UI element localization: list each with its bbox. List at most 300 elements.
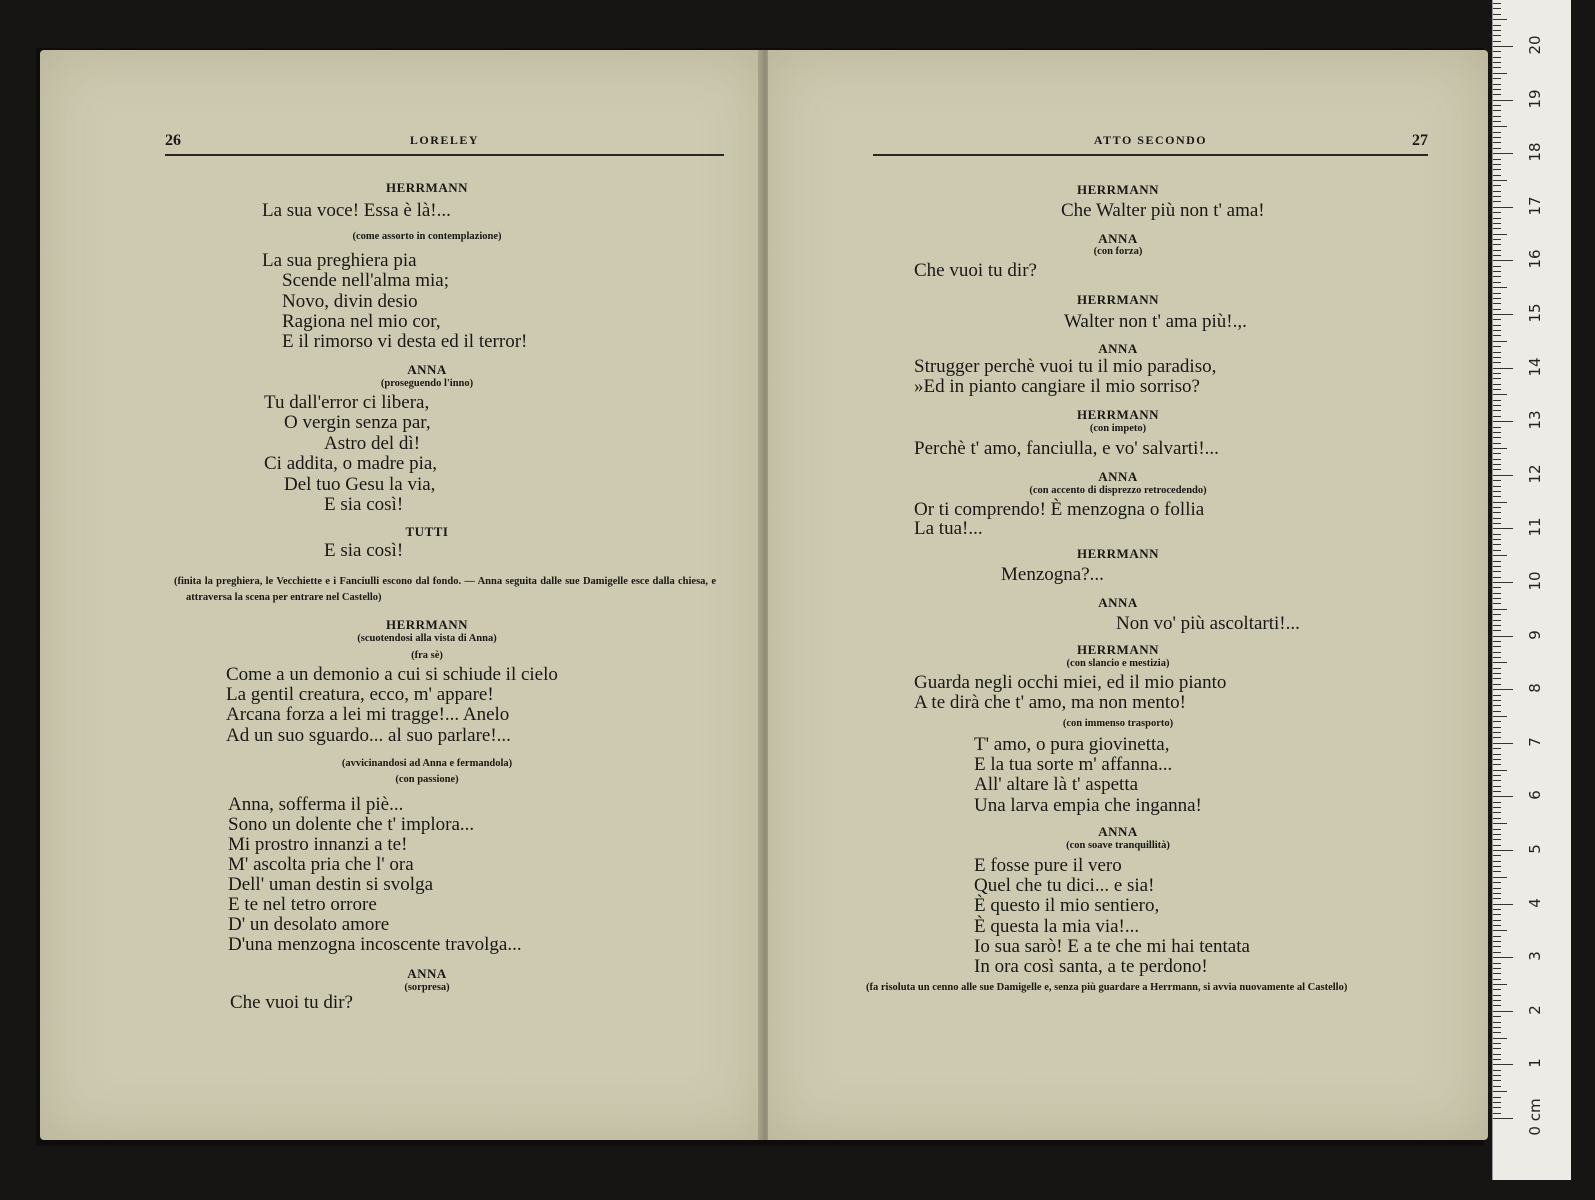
ruler-tick: [1493, 228, 1501, 229]
ruler-tick: [1493, 1043, 1501, 1044]
ruler-tick: [1493, 416, 1501, 417]
ruler-tick: [1493, 459, 1501, 460]
ruler-tick: [1493, 201, 1501, 202]
ruler-tick: [1493, 577, 1501, 578]
verse-line: E te nel tetro orrore: [228, 894, 377, 915]
ruler-tick: [1493, 668, 1501, 669]
stage-direction: (con passione): [395, 774, 459, 785]
ruler-tick: [1493, 1059, 1501, 1060]
stage-direction: (con impeto): [1089, 423, 1147, 434]
ruler-tick: [1493, 968, 1501, 969]
ruler-tick: [1493, 142, 1501, 143]
speaker-name: ANNA: [407, 966, 447, 981]
ruler-tick: [1493, 866, 1501, 867]
ruler-tick: [1493, 952, 1501, 953]
stage-direction: (con slancio e mestizia): [1066, 658, 1170, 669]
ruler-label: 11: [1526, 517, 1544, 537]
verse-line: A te dirà che t' amo, ma non mento!: [914, 692, 1186, 713]
verse-line: Dell' uman destin si svolga: [228, 874, 434, 895]
ruler-tick: [1493, 555, 1507, 556]
ruler-tick: [1493, 309, 1501, 310]
ruler-tick: [1493, 335, 1501, 336]
ruler-tick: [1493, 641, 1501, 642]
ruler-tick: [1493, 898, 1501, 899]
ruler-tick: [1493, 105, 1501, 106]
ruler-tick: [1493, 475, 1513, 476]
ruler-tick: [1493, 727, 1501, 728]
ruler-tick: [1493, 925, 1501, 926]
left-page-header: [165, 130, 724, 156]
ruler-tick: [1493, 19, 1507, 20]
ruler-tick: [1493, 716, 1507, 717]
verse-line: La sua preghiera pia: [262, 250, 417, 271]
speaker-name: HERRMANN: [1077, 546, 1159, 561]
ruler-tick: [1493, 893, 1501, 894]
ruler-tick: [1493, 400, 1501, 401]
verse-line: D'una menzogna incoscente travolga...: [228, 934, 522, 955]
verse-line: Io sua sarò! E a te che mi hai tentata: [974, 935, 1250, 957]
ruler-tick: [1493, 1070, 1501, 1071]
ruler-tick: [1493, 936, 1501, 937]
ruler-tick: [1493, 657, 1501, 658]
ruler-label: 18: [1526, 142, 1544, 162]
verse-line: Che vuoi tu dir?: [230, 992, 353, 1013]
ruler-tick: [1493, 341, 1507, 342]
ruler-tick: [1493, 678, 1501, 679]
verse-line: T' amo, o pura giovinetta,: [974, 734, 1170, 755]
ruler-tick: [1493, 754, 1501, 755]
ruler-tick: [1493, 469, 1501, 470]
ruler-tick: [1493, 368, 1513, 369]
ruler-tick: [1493, 796, 1513, 797]
ruler-tick: [1493, 587, 1501, 588]
ruler-tick: [1493, 1102, 1501, 1103]
ruler-tick: [1493, 480, 1501, 481]
verse-line: Novo, divin desio: [282, 290, 418, 312]
ruler-tick: [1493, 764, 1501, 765]
ruler-tick: [1493, 57, 1501, 58]
ruler-tick: [1493, 882, 1501, 883]
ruler-tick: [1493, 780, 1501, 781]
ruler-tick: [1493, 94, 1501, 95]
ruler-tick: [1493, 1086, 1501, 1087]
ruler-tick: [1493, 1075, 1501, 1076]
right-page-header: [873, 130, 1428, 156]
ruler-tick: [1493, 314, 1513, 315]
ruler-label: 10: [1526, 571, 1544, 591]
ruler-tick: [1493, 855, 1501, 856]
ruler-tick: [1493, 132, 1501, 133]
verse-line: M' ascolta pria che l' ora: [228, 854, 414, 875]
verse-line: E la tua sorte m' affanna...: [974, 754, 1173, 776]
measuring-ruler: [1492, 0, 1571, 1180]
ruler-tick: [1493, 62, 1501, 63]
ruler-tick: [1493, 405, 1501, 406]
ruler-tick: [1493, 271, 1501, 272]
ruler-tick: [1493, 593, 1501, 594]
verse-line: Scende nell'alma mia;: [282, 270, 449, 292]
ruler-tick: [1493, 544, 1501, 545]
ruler-tick: [1493, 695, 1501, 696]
ruler-tick: [1493, 523, 1501, 524]
verse-line: Perchè t' amo, fanciulla, e vo' salvarti!...: [914, 438, 1219, 459]
ruler-tick: [1493, 689, 1513, 690]
ruler-label: 15: [1526, 303, 1544, 323]
stage-direction: (finita la preghiera, le Vecchiette e i Fanciulli escono dal fondo. — Anna seguita dalle sue Damigelle esce dalla chiesa, e attraversa la scena per entrare nel Castello): [174, 576, 716, 603]
verse-line: D' un desolato amore: [228, 914, 390, 935]
ruler-tick: [1493, 812, 1501, 813]
ruler-tick: [1493, 293, 1501, 294]
ruler-tick: [1493, 946, 1501, 947]
ruler-tick: [1493, 218, 1501, 219]
ruler-tick: [1493, 148, 1501, 149]
verse-line: In ora così santa, a te perdono!: [974, 956, 1208, 977]
ruler-tick: [1493, 995, 1501, 996]
ruler-tick: [1493, 330, 1501, 331]
ruler-tick: [1493, 196, 1501, 197]
ruler-tick: [1493, 1016, 1501, 1017]
verse-line: E sia così!: [324, 494, 404, 515]
ruler-tick: [1493, 582, 1513, 583]
ruler-tick: [1493, 737, 1501, 738]
ruler-tick: [1493, 100, 1513, 101]
ruler-tick: [1493, 175, 1501, 176]
ruler-tick: [1493, 507, 1501, 508]
stage-direction: (con forza): [1093, 246, 1143, 257]
right-page-number: 27: [1412, 132, 1428, 149]
stage-direction: (come assorto in contemplazione): [352, 231, 502, 242]
ruler-tick: [1493, 957, 1513, 958]
ruler-tick: [1493, 630, 1501, 631]
ruler-tick: [1493, 164, 1501, 165]
ruler-label: 16: [1526, 249, 1544, 269]
ruler-tick: [1493, 298, 1501, 299]
ruler-label: 17: [1526, 196, 1544, 216]
ruler-tick: [1493, 528, 1513, 529]
speaker-name: ANNA: [1098, 231, 1138, 246]
speaker-name: HERRMANN: [1077, 182, 1159, 197]
ruler-tick: [1493, 153, 1513, 154]
ruler-tick: [1493, 464, 1501, 465]
ruler-tick: [1493, 839, 1501, 840]
ruler-tick: [1493, 845, 1501, 846]
verse-line: O vergin senza par,: [284, 412, 431, 434]
ruler-tick: [1493, 432, 1501, 433]
ruler-tick: [1493, 41, 1501, 42]
ruler-tick: [1493, 126, 1507, 127]
ruler-tick: [1493, 169, 1501, 170]
speaker-name: ANNA: [407, 362, 447, 377]
ruler-tick: [1493, 614, 1501, 615]
verse-line: Astro del dì!: [324, 432, 421, 454]
ruler-tick: [1493, 121, 1501, 122]
speaker-name: ANNA: [1098, 341, 1138, 356]
stage-direction: (proseguendo l'inno): [380, 378, 474, 389]
verse-line: Sono un dolente che t' implora...: [228, 814, 475, 835]
ruler-tick: [1493, 1118, 1513, 1119]
ruler-tick: [1493, 834, 1501, 835]
ruler-tick: [1493, 775, 1501, 776]
ruler-label: 5: [1526, 844, 1544, 854]
ruler-tick: [1493, 979, 1501, 980]
ruler-tick: [1493, 1080, 1501, 1081]
ruler-tick: [1493, 287, 1507, 288]
ruler-tick: [1493, 711, 1501, 712]
ruler-tick: [1493, 239, 1501, 240]
ruler-tick: [1493, 486, 1501, 487]
ruler-tick: [1493, 3, 1501, 4]
ruler-tick: [1493, 352, 1501, 353]
ruler-tick: [1493, 212, 1501, 213]
ruler-tick: [1493, 850, 1513, 851]
ruler-tick: [1493, 518, 1501, 519]
verse-line: Or ti comprendo! È menzogna o follia: [914, 499, 1205, 520]
ruler-tick: [1493, 250, 1501, 251]
verse-line: All' altare là t' aspetta: [974, 774, 1139, 796]
ruler-tick: [1493, 625, 1501, 626]
verse-line: E fosse pure il vero: [974, 855, 1122, 876]
ruler-tick: [1493, 807, 1501, 808]
ruler-tick: [1493, 888, 1501, 889]
ruler-tick: [1493, 829, 1501, 830]
ruler-tick: [1493, 904, 1513, 905]
verse-line: E il rimorso vi desta ed il terror!: [282, 331, 528, 353]
stage-direction: (avvicinandosi ad Anna e fermandola): [341, 758, 513, 769]
verse-line: E sia così!: [324, 540, 404, 561]
ruler-tick: [1493, 35, 1501, 36]
speaker-name: HERRMANN: [386, 180, 468, 195]
ruler-label: 12: [1526, 464, 1544, 484]
ruler-tick: [1493, 1107, 1501, 1108]
ruler-tick: [1493, 930, 1507, 931]
ruler-tick: [1493, 802, 1501, 803]
ruler-tick: [1493, 1048, 1501, 1049]
ruler-tick: [1493, 384, 1501, 385]
ruler-tick: [1493, 1005, 1501, 1006]
ruler-tick: [1493, 673, 1501, 674]
ruler-tick: [1493, 705, 1501, 706]
ruler-tick: [1493, 185, 1501, 186]
ruler-label: 0 cm: [1526, 1098, 1544, 1136]
ruler-tick: [1493, 877, 1507, 878]
ruler-tick: [1493, 389, 1501, 390]
ruler-label: 20: [1526, 35, 1544, 55]
speaker-name: TUTTI: [405, 524, 449, 539]
ruler-tick: [1493, 550, 1501, 551]
verse-line: Che Walter più non t' ama!: [1061, 200, 1265, 221]
ruler-tick: [1493, 346, 1501, 347]
ruler-tick: [1493, 357, 1501, 358]
ruler-tick: [1493, 137, 1501, 138]
ruler-tick: [1493, 502, 1507, 503]
left-page-number: 26: [165, 132, 181, 149]
ruler-tick: [1493, 818, 1501, 819]
ruler-tick: [1493, 662, 1507, 663]
ruler-tick: [1493, 116, 1501, 117]
ruler-tick: [1493, 973, 1501, 974]
verse-line: Del tuo Gesu la via,: [284, 473, 436, 495]
speaker-name: ANNA: [1098, 469, 1138, 484]
left-running-head: LORELEY: [409, 133, 480, 147]
ruler-tick: [1493, 1032, 1501, 1033]
ruler-tick: [1493, 539, 1501, 540]
ruler-tick: [1493, 732, 1501, 733]
ruler-tick: [1493, 159, 1501, 160]
verse-line: Non vo' più ascoltarti!...: [1116, 613, 1300, 634]
ruler-tick: [1493, 51, 1501, 52]
ruler-tick: [1493, 512, 1501, 513]
ruler-tick: [1493, 534, 1501, 535]
speaker-name: HERRMANN: [386, 617, 468, 632]
ruler-tick: [1493, 30, 1501, 31]
ruler-tick: [1493, 770, 1507, 771]
ruler-tick: [1493, 1022, 1501, 1023]
ruler-label: 1: [1526, 1058, 1544, 1069]
ruler-label: 6: [1526, 790, 1544, 801]
ruler-tick: [1493, 941, 1501, 942]
verse-line: Walter non t' ama più!.,.: [1064, 311, 1247, 332]
ruler-tick: [1493, 1064, 1513, 1065]
ruler-tick: [1493, 646, 1501, 647]
ruler-tick: [1493, 823, 1507, 824]
ruler-tick: [1493, 276, 1501, 277]
ruler-tick: [1493, 491, 1501, 492]
ruler-tick: [1493, 791, 1501, 792]
ruler-tick: [1493, 244, 1501, 245]
verse-line: Ci addita, o madre pia,: [264, 453, 438, 475]
ruler-tick: [1493, 1054, 1501, 1055]
speaker-name: HERRMANN: [1077, 407, 1159, 422]
ruler-tick: [1493, 453, 1501, 454]
speaker-name: ANNA: [1098, 595, 1138, 610]
ruler-tick: [1493, 110, 1501, 111]
ruler-label: 13: [1526, 410, 1544, 430]
ruler-tick: [1493, 984, 1507, 985]
ruler-tick: [1493, 759, 1501, 760]
ruler-tick: [1493, 427, 1501, 428]
ruler-tick: [1493, 373, 1501, 374]
ruler-label: 2: [1526, 1005, 1544, 1015]
ruler-tick: [1493, 260, 1513, 261]
ruler-tick: [1493, 73, 1507, 74]
ruler-tick: [1493, 319, 1501, 320]
ruler-tick: [1493, 89, 1501, 90]
ruler-tick: [1493, 914, 1501, 915]
stage-direction: (scuotendosi alla vista di Anna): [357, 633, 497, 644]
verse-line: Ad un suo sguardo... al suo parlare!...: [226, 724, 511, 746]
verse-line: Strugger perchè vuoi tu il mio paradiso,: [914, 356, 1217, 377]
stage-direction: (con accento di disprezzo retrocedendo): [1029, 485, 1207, 496]
ruler-tick: [1493, 1011, 1513, 1012]
ruler-tick: [1493, 303, 1501, 304]
verse-line: »Ed in pianto cangiare il mio sorriso?: [914, 376, 1200, 397]
ruler-tick: [1493, 325, 1501, 326]
ruler-tick: [1493, 255, 1501, 256]
verse-line: Arcana forza a lei mi tragge!... Anelo: [226, 704, 510, 726]
ruler-tick: [1493, 448, 1507, 449]
ruler-tick: [1493, 8, 1501, 9]
ruler-tick: [1493, 571, 1501, 572]
ruler-tick: [1493, 421, 1513, 422]
verse-line: La sua voce! Essa è là!...: [262, 200, 451, 221]
verse-line: Come a un demonio a cui si schiude il cielo: [226, 664, 558, 685]
ruler-tick: [1493, 207, 1513, 208]
ruler-tick: [1493, 871, 1501, 872]
verse-line: Che vuoi tu dir?: [914, 260, 1037, 281]
verse-line: Guarda negli occhi miei, ed il mio pianto: [914, 672, 1227, 693]
ruler-tick: [1493, 743, 1513, 744]
ruler-tick: [1493, 234, 1507, 235]
ruler-tick: [1493, 989, 1501, 990]
ruler-tick: [1493, 1113, 1501, 1114]
ruler-tick: [1493, 684, 1501, 685]
ruler-tick: [1493, 223, 1501, 224]
ruler-tick: [1493, 443, 1501, 444]
speaker-name: HERRMANN: [1077, 642, 1159, 657]
verse-line: Ragiona nel mio cor,: [282, 310, 441, 332]
ruler-tick: [1493, 394, 1507, 395]
ruler-label: 9: [1526, 629, 1544, 640]
ruler-tick: [1493, 561, 1501, 562]
verse-line: Mi prostro innanzi a te!: [228, 834, 408, 855]
ruler-tick: [1493, 496, 1501, 497]
ruler-tick: [1493, 362, 1501, 363]
ruler-tick: [1493, 191, 1501, 192]
ruler-tick: [1493, 1097, 1501, 1098]
right-page: [768, 50, 1488, 1140]
ruler-label: 4: [1526, 897, 1544, 908]
ruler-tick: [1493, 909, 1501, 910]
ruler-tick: [1493, 786, 1501, 787]
verse-line: La tua!...: [914, 518, 983, 539]
ruler-tick: [1493, 700, 1501, 701]
ruler-tick: [1493, 46, 1513, 47]
ruler-tick: [1493, 603, 1501, 604]
verse-line: Una larva empia che inganna!: [974, 794, 1202, 816]
ruler-tick: [1493, 84, 1501, 85]
ruler-tick: [1493, 598, 1501, 599]
right-running-head: ATTO SECONDO: [1093, 133, 1208, 147]
ruler-tick: [1493, 1038, 1507, 1039]
ruler-tick: [1493, 67, 1501, 68]
ruler-tick: [1493, 652, 1501, 653]
left-page: [40, 50, 764, 1140]
ruler-tick: [1493, 963, 1501, 964]
ruler-tick: [1493, 748, 1501, 749]
ruler-label: 19: [1526, 89, 1544, 109]
ruler-label: 8: [1526, 683, 1544, 693]
verse-line: Quel che tu dici... e sia!: [974, 875, 1155, 897]
ruler-tick: [1493, 1091, 1507, 1092]
verse-line: Anna, sofferma il piè...: [228, 794, 404, 815]
ruler-tick: [1493, 14, 1501, 15]
ruler-label: 14: [1526, 357, 1544, 377]
verse-line: La gentil creatura, ecco, m' appare!: [226, 684, 494, 706]
ruler-tick: [1493, 378, 1501, 379]
ruler-tick: [1493, 282, 1501, 283]
ruler-tick: [1493, 1027, 1501, 1028]
ruler-tick: [1493, 566, 1501, 567]
ruler-tick: [1493, 620, 1501, 621]
speaker-name: ANNA: [1098, 824, 1138, 839]
verse-line: Menzogna?...: [1001, 564, 1104, 585]
stage-direction: (con immenso trasporto): [1062, 718, 1174, 729]
ruler-tick: [1493, 609, 1507, 610]
ruler-tick: [1493, 25, 1501, 26]
ruler-label: 3: [1526, 951, 1544, 961]
ruler-tick: [1493, 861, 1501, 862]
stage-direction: (sorpresa): [404, 982, 450, 993]
